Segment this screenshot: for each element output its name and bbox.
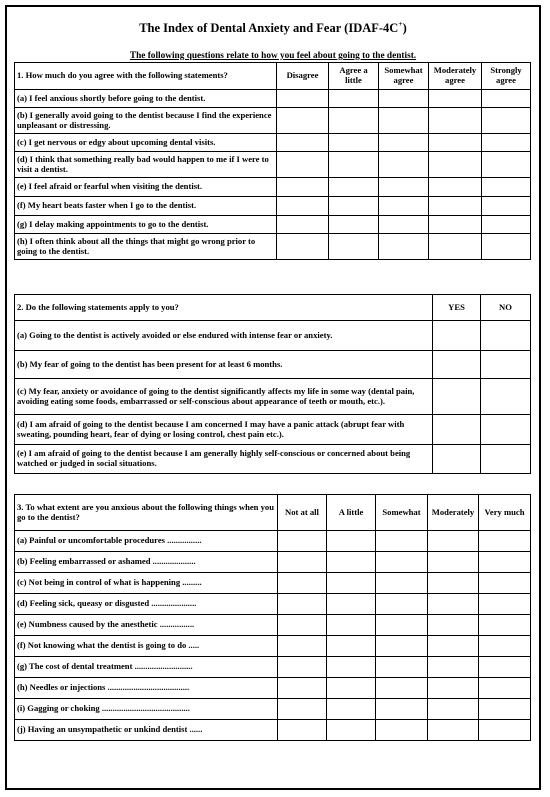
item-label: (g) The cost of dental treatment ........................... bbox=[15, 657, 278, 678]
document-subtitle: The following questions relate to how you feel about going to the dentist. bbox=[129, 51, 417, 61]
item-label: (c) Not being in control of what is happening ......... bbox=[15, 573, 278, 594]
response-cell[interactable] bbox=[329, 90, 379, 108]
response-cell[interactable] bbox=[429, 234, 482, 260]
response-cell[interactable] bbox=[277, 108, 329, 134]
response-cell[interactable] bbox=[429, 197, 482, 216]
section-2-col-no: NO bbox=[481, 295, 531, 321]
section-1-table bbox=[14, 62, 531, 260]
statement-label: (h) I often think about all the things that might go wrong prior to going to the dentist. bbox=[15, 234, 277, 260]
response-cell[interactable] bbox=[482, 234, 531, 260]
response-cell[interactable] bbox=[429, 108, 482, 134]
response-cell[interactable] bbox=[428, 573, 479, 594]
response-cell[interactable] bbox=[429, 178, 482, 197]
response-cell[interactable] bbox=[479, 573, 531, 594]
response-cell[interactable] bbox=[327, 594, 376, 615]
response-cell[interactable] bbox=[481, 445, 531, 474]
section-3-col-not-at-all: Not at all bbox=[278, 495, 327, 531]
response-cell[interactable] bbox=[429, 216, 482, 234]
response-cell[interactable] bbox=[277, 152, 329, 178]
response-cell[interactable] bbox=[428, 531, 479, 552]
response-cell[interactable] bbox=[482, 134, 531, 152]
response-cell[interactable] bbox=[433, 379, 481, 415]
response-cell[interactable] bbox=[278, 615, 327, 636]
statement-label: (e) I feel afraid or fearful when visiting the dentist. bbox=[15, 178, 277, 197]
response-cell[interactable] bbox=[327, 636, 376, 657]
response-cell[interactable] bbox=[277, 197, 329, 216]
response-cell[interactable] bbox=[433, 445, 481, 474]
response-cell[interactable] bbox=[376, 699, 428, 720]
item-label: (a) Painful or uncomfortable procedures ................ bbox=[15, 531, 278, 552]
response-cell[interactable] bbox=[376, 720, 428, 741]
response-cell[interactable] bbox=[376, 573, 428, 594]
response-cell[interactable] bbox=[376, 531, 428, 552]
section-3-col-very-much: Very much bbox=[479, 495, 531, 531]
section-2-header-row bbox=[15, 295, 531, 321]
response-cell[interactable] bbox=[329, 152, 379, 178]
table-row bbox=[15, 321, 531, 351]
response-cell[interactable] bbox=[278, 552, 327, 573]
response-cell[interactable] bbox=[429, 90, 482, 108]
response-cell[interactable] bbox=[278, 531, 327, 552]
response-cell[interactable] bbox=[479, 531, 531, 552]
response-cell[interactable] bbox=[278, 678, 327, 699]
statement-label: (f) My heart beats faster when I go to the dentist. bbox=[15, 197, 277, 216]
response-cell[interactable] bbox=[278, 657, 327, 678]
section-3-table bbox=[14, 494, 531, 741]
response-cell[interactable] bbox=[329, 234, 379, 260]
response-cell[interactable] bbox=[329, 134, 379, 152]
response-cell[interactable] bbox=[278, 636, 327, 657]
response-cell[interactable] bbox=[327, 573, 376, 594]
title-superscript: + bbox=[398, 18, 403, 28]
statement-label: (c) My fear, anxiety or avoidance of going to the dentist significantly affects my life in some way (dental pain, avoiding eating some foods, embarrassed or self-conscious about appearance of teeth or mouth, etc.). bbox=[15, 379, 433, 415]
response-cell[interactable] bbox=[278, 699, 327, 720]
document-title bbox=[7, 18, 539, 35]
table-row bbox=[15, 720, 531, 741]
section-3-col-a-little: A little bbox=[327, 495, 376, 531]
response-cell[interactable] bbox=[428, 720, 479, 741]
response-cell[interactable] bbox=[429, 134, 482, 152]
table-row bbox=[15, 134, 531, 152]
title-close: ) bbox=[402, 21, 407, 35]
item-label: (f) Not knowing what the dentist is going to do ..... bbox=[15, 636, 278, 657]
title-text: The Index of Dental Anxiety and Fear (IDAF-4C bbox=[139, 21, 399, 35]
response-cell[interactable] bbox=[428, 615, 479, 636]
statement-label: (b) My fear of going to the dentist has been present for at least 6 months. bbox=[15, 351, 433, 379]
item-label: (h) Needles or injections ...................................... bbox=[15, 678, 278, 699]
response-cell[interactable] bbox=[479, 552, 531, 573]
section-3-col-somewhat: Somewhat bbox=[376, 495, 428, 531]
response-cell[interactable] bbox=[479, 615, 531, 636]
response-cell[interactable] bbox=[327, 657, 376, 678]
response-cell[interactable] bbox=[278, 573, 327, 594]
statement-label: (b) I generally avoid going to the dentist because I find the experience unpleasant or distressing. bbox=[15, 108, 277, 134]
response-cell[interactable] bbox=[433, 415, 481, 445]
response-cell[interactable] bbox=[479, 699, 531, 720]
statement-label: (e) I am afraid of going to the dentist because I am generally highly self-conscious or concerned about being watched or judged in social situations. bbox=[15, 445, 433, 474]
section-1-question: 1. How much do you agree with the following statements? bbox=[15, 63, 277, 90]
section-3-question: 3. To what extent are you anxious about the following things when you go to the dentist? bbox=[15, 495, 278, 531]
table-row bbox=[15, 531, 531, 552]
table-row bbox=[15, 445, 531, 474]
section-1-col-strongly-agree: Strongly agree bbox=[482, 63, 531, 90]
section-2-col-yes: YES bbox=[433, 295, 481, 321]
response-cell[interactable] bbox=[376, 678, 428, 699]
statement-label: (d) I am afraid of going to the dentist because I am concerned I may have a panic attack (abrupt fear with sweating, pounding heart, fear of dying or losing control, chest pain etc.). bbox=[15, 415, 433, 445]
item-label: (i) Gagging or choking ......................................... bbox=[15, 699, 278, 720]
response-cell[interactable] bbox=[327, 678, 376, 699]
response-cell[interactable] bbox=[278, 720, 327, 741]
table-row bbox=[15, 657, 531, 678]
table-row bbox=[15, 108, 531, 134]
table-row bbox=[15, 573, 531, 594]
response-cell[interactable] bbox=[379, 234, 429, 260]
table-row bbox=[15, 678, 531, 699]
response-cell[interactable] bbox=[479, 678, 531, 699]
response-cell[interactable] bbox=[481, 379, 531, 415]
response-cell[interactable] bbox=[428, 594, 479, 615]
response-cell[interactable] bbox=[277, 90, 329, 108]
response-cell[interactable] bbox=[479, 636, 531, 657]
section-1-col-disagree: Disagree bbox=[277, 63, 329, 90]
response-cell[interactable] bbox=[379, 178, 429, 197]
response-cell[interactable] bbox=[376, 552, 428, 573]
response-cell[interactable] bbox=[482, 178, 531, 197]
table-row bbox=[15, 379, 531, 415]
section-1-col-moderately-agree: Moderately agree bbox=[429, 63, 482, 90]
section-2-table bbox=[14, 294, 531, 474]
statement-label: (d) I think that something really bad would happen to me if I were to visit a dentist. bbox=[15, 152, 277, 178]
item-label: (b) Feeling embarrassed or ashamed .................... bbox=[15, 552, 278, 573]
response-cell[interactable] bbox=[428, 678, 479, 699]
response-cell[interactable] bbox=[482, 216, 531, 234]
section-1-col-agree-a-little: Agree a little bbox=[329, 63, 379, 90]
table-row bbox=[15, 216, 531, 234]
table-row bbox=[15, 594, 531, 615]
response-cell[interactable] bbox=[277, 134, 329, 152]
response-cell[interactable] bbox=[482, 152, 531, 178]
response-cell[interactable] bbox=[376, 657, 428, 678]
response-cell[interactable] bbox=[379, 152, 429, 178]
section-3-header-row bbox=[15, 495, 531, 531]
table-row bbox=[15, 552, 531, 573]
response-cell[interactable] bbox=[376, 636, 428, 657]
response-cell[interactable] bbox=[379, 197, 429, 216]
response-cell[interactable] bbox=[277, 234, 329, 260]
statement-label: (a) I feel anxious shortly before going to the dentist. bbox=[15, 90, 277, 108]
item-label: (d) Feeling sick, queasy or disgusted ..................... bbox=[15, 594, 278, 615]
response-cell[interactable] bbox=[479, 720, 531, 741]
statement-label: (g) I delay making appointments to go to the dentist. bbox=[15, 216, 277, 234]
table-row bbox=[15, 90, 531, 108]
response-cell[interactable] bbox=[327, 720, 376, 741]
statement-label: (c) I get nervous or edgy about upcoming dental visits. bbox=[15, 134, 277, 152]
item-label: (e) Numbness caused by the anesthetic ................ bbox=[15, 615, 278, 636]
response-cell[interactable] bbox=[482, 197, 531, 216]
table-row bbox=[15, 152, 531, 178]
response-cell[interactable] bbox=[379, 90, 429, 108]
statement-label: (a) Going to the dentist is actively avoided or else endured with intense fear or anxiety. bbox=[15, 321, 433, 351]
response-cell[interactable] bbox=[327, 615, 376, 636]
section-1-col-somewhat-agree: Somewhat agree bbox=[379, 63, 429, 90]
table-row bbox=[15, 178, 531, 197]
response-cell[interactable] bbox=[329, 216, 379, 234]
table-row bbox=[15, 615, 531, 636]
table-row bbox=[15, 636, 531, 657]
table-row bbox=[15, 415, 531, 445]
response-cell[interactable] bbox=[329, 178, 379, 197]
response-cell[interactable] bbox=[327, 699, 376, 720]
response-cell[interactable] bbox=[481, 321, 531, 351]
response-cell[interactable] bbox=[479, 657, 531, 678]
response-cell[interactable] bbox=[278, 594, 327, 615]
response-cell[interactable] bbox=[429, 152, 482, 178]
response-cell[interactable] bbox=[428, 636, 479, 657]
response-cell[interactable] bbox=[329, 197, 379, 216]
response-cell[interactable] bbox=[379, 216, 429, 234]
response-cell[interactable] bbox=[482, 90, 531, 108]
section-1-header-row bbox=[15, 63, 531, 90]
response-cell[interactable] bbox=[428, 657, 479, 678]
table-row bbox=[15, 234, 531, 260]
response-cell[interactable] bbox=[327, 552, 376, 573]
response-cell[interactable] bbox=[481, 415, 531, 445]
section-3-col-moderately: Moderately bbox=[428, 495, 479, 531]
response-cell[interactable] bbox=[482, 108, 531, 134]
section-2-question: 2. Do the following statements apply to you? bbox=[15, 295, 433, 321]
response-cell[interactable] bbox=[379, 108, 429, 134]
table-row bbox=[15, 699, 531, 720]
response-cell[interactable] bbox=[277, 178, 329, 197]
item-label: (j) Having an unsympathetic or unkind dentist ...... bbox=[15, 720, 278, 741]
response-cell[interactable] bbox=[481, 351, 531, 379]
response-cell[interactable] bbox=[379, 134, 429, 152]
table-row bbox=[15, 351, 531, 379]
table-row bbox=[15, 197, 531, 216]
response-cell[interactable] bbox=[277, 216, 329, 234]
response-cell[interactable] bbox=[329, 108, 379, 134]
response-cell[interactable] bbox=[433, 321, 481, 351]
response-cell[interactable] bbox=[428, 699, 479, 720]
response-cell[interactable] bbox=[479, 594, 531, 615]
response-cell[interactable] bbox=[376, 615, 428, 636]
response-cell[interactable] bbox=[327, 531, 376, 552]
response-cell[interactable] bbox=[433, 351, 481, 379]
response-cell[interactable] bbox=[428, 552, 479, 573]
response-cell[interactable] bbox=[376, 594, 428, 615]
